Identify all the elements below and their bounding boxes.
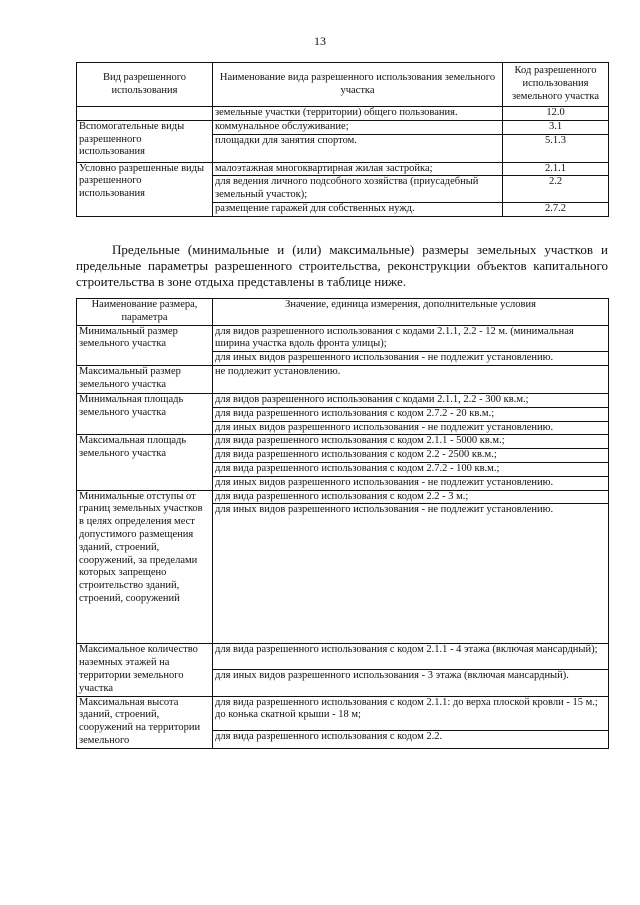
parameter-value: для иных видов разрешенного использования - не подлежит установлению. bbox=[213, 352, 609, 366]
parameter-value: для иных видов разрешенного использования - не подлежит установлению. bbox=[213, 504, 609, 644]
use-code: 2.7.2 bbox=[503, 202, 609, 216]
table-row bbox=[77, 120, 609, 134]
parameter-value: для вида разрешенного использования с кодом 2.1.1 - 4 этажа (включая мансардный); bbox=[213, 644, 609, 670]
parameter-value: для вида разрешенного использования с кодом 2.2 - 3 м.; bbox=[213, 490, 609, 504]
parameter-value: для видов разрешенного использования с кодами 2.1.1, 2.2 - 300 кв.м.; bbox=[213, 393, 609, 407]
parameter-value: для вида разрешенного использования с кодом 2.1.1: до верха плоской кровли - 15 м.; до конька скатной крыши - 18 м; bbox=[213, 696, 609, 730]
use-code: 2.2 bbox=[503, 176, 609, 203]
parameter-name: Максимальный размер земельного участка bbox=[77, 365, 213, 393]
use-name: коммунальное обслуживание; bbox=[213, 120, 503, 134]
parameter-value: для вида разрешенного использования с кодом 2.7.2 - 20 кв.м.; bbox=[213, 407, 609, 421]
table-header-row bbox=[77, 299, 609, 326]
parameter-name: Максимальная площадь земельного участка bbox=[77, 435, 213, 490]
table-row bbox=[77, 696, 609, 730]
table-row bbox=[77, 107, 609, 121]
parameters-table bbox=[76, 298, 609, 749]
page-number: 13 bbox=[314, 34, 326, 48]
permitted-use-table bbox=[76, 62, 609, 217]
use-name: для ведения личного подсобного хозяйства (приусадебный земельный участок); bbox=[213, 176, 503, 203]
parameter-name: Максимальная высота зданий, строений, сооружений на территории земельного bbox=[77, 696, 213, 748]
parameter-name: Минимальный размер земельного участка bbox=[77, 325, 213, 365]
header-use-name: Наименование вида разрешенного использования земельного участка bbox=[213, 63, 503, 107]
table-header-row bbox=[77, 63, 609, 107]
category-cell bbox=[77, 107, 213, 121]
use-code: 3.1 bbox=[503, 120, 609, 134]
use-code: 5.1.3 bbox=[503, 134, 609, 162]
table-row bbox=[77, 644, 609, 670]
parameter-name: Максимальное количество наземных этажей на территории земельного участка bbox=[77, 644, 213, 696]
use-name: размещение гаражей для собственных нужд. bbox=[213, 202, 503, 216]
parameter-value: для иных видов разрешенного использования - не подлежит установлению. bbox=[213, 421, 609, 435]
parameter-value: для иных видов разрешенного использования - не подлежит установлению. bbox=[213, 476, 609, 490]
use-code: 12.0 bbox=[503, 107, 609, 121]
table-row bbox=[77, 490, 609, 504]
header-use-code: Код разрешенного использования земельного участка bbox=[503, 63, 609, 107]
category-cell: Вспомогательные виды разрешенного использования bbox=[77, 120, 213, 162]
table-row bbox=[77, 325, 609, 352]
parameter-value: для вида разрешенного использования с кодом 2.2. bbox=[213, 730, 609, 748]
parameter-name: Минимальные отступы от границ земельных участков в целях определения мест допустимого размещения зданий, строений, сооружений, за пределами которых запрещено строительство зданий, строений, сооружений bbox=[77, 490, 213, 644]
header-use-type: Вид разрешенного использования bbox=[77, 63, 213, 107]
table-row bbox=[77, 162, 609, 176]
category-cell: Условно разрешенные виды разрешенного использования bbox=[77, 162, 213, 216]
use-name: земельные участки (территории) общего пользования. bbox=[213, 107, 503, 121]
table-row bbox=[77, 365, 609, 393]
table-row bbox=[77, 435, 609, 449]
intro-paragraph: Предельные (минимальные и (или) максимальные) размеры земельных участков и предельные параметры разрешенного строительства, реконструкции объектов капитального строительства в зоне отдыха представлены в таблице ниже. bbox=[76, 242, 608, 289]
parameter-value: для иных видов разрешенного использования - 3 этажа (включая мансардный). bbox=[213, 670, 609, 696]
table-row bbox=[77, 393, 609, 407]
use-name: площадки для занятия спортом. bbox=[213, 134, 503, 162]
use-name: малоэтажная многоквартирная жилая застройка; bbox=[213, 162, 503, 176]
use-code: 2.1.1 bbox=[503, 162, 609, 176]
parameter-value: для вида разрешенного использования с кодом 2.2 - 2500 кв.м.; bbox=[213, 449, 609, 463]
header-parameter-value: Значение, единица измерения, дополнительные условия bbox=[213, 299, 609, 326]
parameter-name: Минимальная площадь земельного участка bbox=[77, 393, 213, 434]
parameter-value: для видов разрешенного использования с кодами 2.1.1, 2.2 - 12 м. (минимальная ширина участка вдоль фронта улицы); bbox=[213, 325, 609, 352]
parameter-value: для вида разрешенного использования с кодом 2.1.1 - 5000 кв.м.; bbox=[213, 435, 609, 449]
parameter-value: не подлежит установлению. bbox=[213, 365, 609, 393]
parameter-value: для вида разрешенного использования с кодом 2.7.2 - 100 кв.м.; bbox=[213, 462, 609, 476]
header-parameter-name: Наименование размера, параметра bbox=[77, 299, 213, 326]
